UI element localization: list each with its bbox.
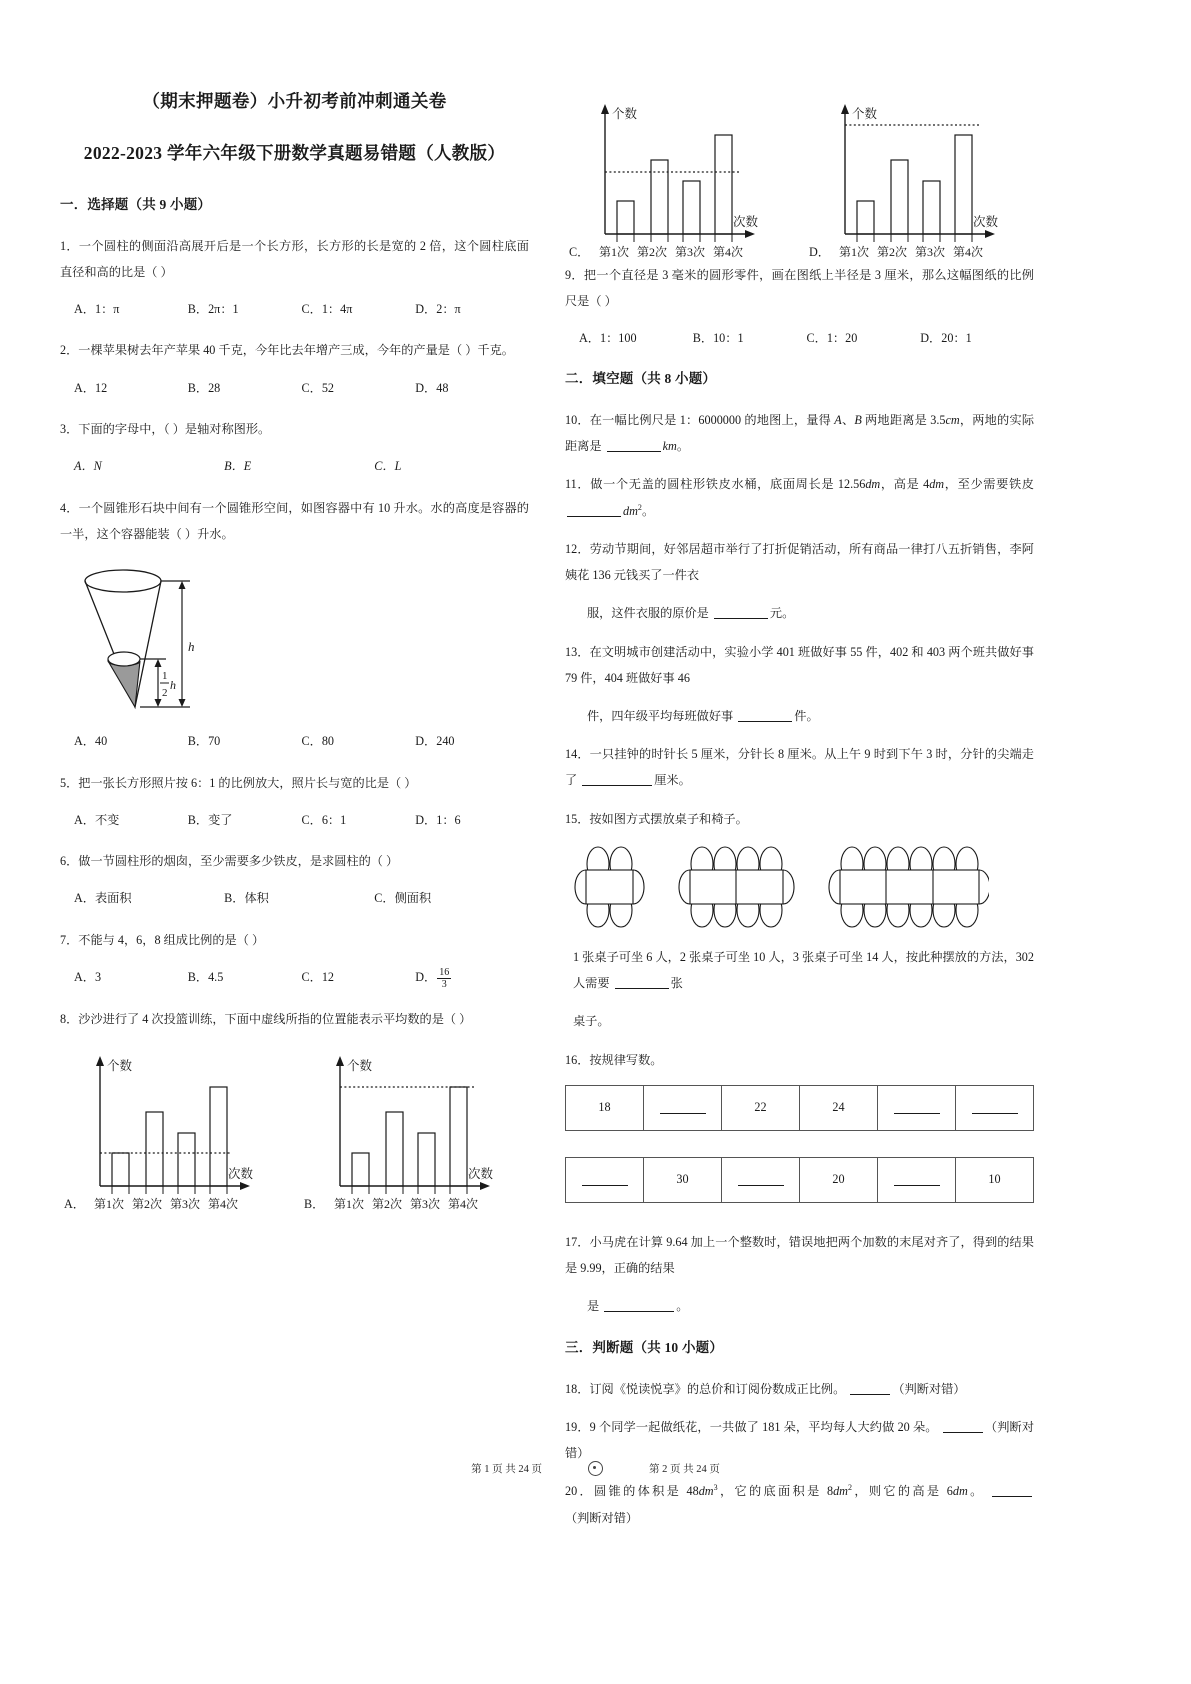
cone-h-label: h bbox=[188, 639, 195, 655]
option-3-a[interactable]: A．N bbox=[74, 459, 102, 474]
q17-line2-end: 。 bbox=[676, 1299, 689, 1314]
chart-d-cat-4: 第4次 bbox=[953, 245, 984, 259]
q11-unit-exponent: 2 bbox=[637, 502, 642, 512]
question-11 bbox=[565, 471, 1034, 523]
question-15-line2 bbox=[565, 944, 1034, 996]
cell-value: 30 bbox=[676, 1172, 689, 1187]
question-2: 2．一棵苹果树去年产苹果 40 千克，今年比去年增产三成，今年的产量是（ ）千克。 bbox=[60, 343, 514, 358]
cell-blank[interactable] bbox=[894, 1102, 940, 1114]
chart-b-cat-2: 第2次 bbox=[372, 1197, 403, 1212]
question-19 bbox=[565, 1414, 1034, 1466]
cell-r1-c1 bbox=[566, 1085, 644, 1130]
q10-unit-cm: cm bbox=[945, 412, 960, 427]
question-14 bbox=[565, 741, 1034, 793]
question-4-options bbox=[60, 729, 529, 753]
cell-r1-c6 bbox=[956, 1085, 1034, 1130]
q19-answer-blank[interactable] bbox=[943, 1420, 983, 1433]
two-column-layout bbox=[60, 88, 1131, 1543]
q11-answer-blank[interactable] bbox=[567, 504, 621, 517]
option-4-b[interactable]: B．70 bbox=[187, 734, 221, 749]
chart-c-label: C． bbox=[569, 245, 590, 259]
q13-answer-blank[interactable] bbox=[738, 709, 792, 722]
q11-unit-2: dm bbox=[929, 477, 945, 492]
question-5: 5．把一张长方形照片按 6：1 的比例放大，照片长与宽的比是（ ） bbox=[60, 775, 417, 790]
q20-mid2: ，则它的高是 6 bbox=[852, 1484, 953, 1499]
option-5-a[interactable]: A．不变 bbox=[74, 812, 120, 827]
chart-d-label: D． bbox=[809, 245, 830, 259]
chart-a-cat-2: 第2次 bbox=[132, 1197, 163, 1212]
chart-d-cat-3: 第3次 bbox=[915, 245, 946, 259]
option-7-d[interactable] bbox=[415, 965, 529, 990]
seal-icon bbox=[588, 1461, 603, 1476]
q10-pre: 10．在一幅比例尺是 1：6000000 的地图上，量得 bbox=[565, 412, 835, 427]
section-choice-heading: 一．选择题（共 9 小题） bbox=[60, 196, 212, 212]
q15-answer-blank[interactable] bbox=[615, 977, 669, 990]
cell-r2-c4 bbox=[800, 1157, 878, 1202]
cone-container-figure bbox=[60, 559, 529, 719]
cell-value: 24 bbox=[832, 1100, 845, 1115]
q13-line1: 13．在文明城市创建活动中，实验小学 401 班做好事 55 件，402 和 403 两个班共做好事 79 件，404 班做好事 46 bbox=[565, 644, 1034, 685]
question-3-options bbox=[60, 454, 529, 478]
option-1-a[interactable]: A．1：π bbox=[74, 301, 120, 316]
option-3-b[interactable]: B．E bbox=[224, 459, 252, 474]
option-6-c[interactable]: C．侧面积 bbox=[374, 891, 432, 906]
footer-page-right: 第 2 页 共 24 页 bbox=[649, 1464, 720, 1475]
cone-half-h-label: h bbox=[170, 678, 176, 693]
question-12 bbox=[565, 536, 1034, 588]
option-5-b[interactable]: B．变了 bbox=[187, 812, 233, 827]
q12-line2-end: 元。 bbox=[769, 606, 795, 621]
q14-pre: 14．一只挂钟的时针长 5 厘米，分针长 8 厘米。从上午 9 时到下午 3 时，分针的尖端走了 bbox=[565, 747, 1034, 788]
pattern-table-row1 bbox=[565, 1085, 1034, 1131]
chart-a-cat-1: 第1次 bbox=[94, 1197, 125, 1212]
q11-pre: 11．做一个无盖的圆柱形铁皮水桶，底面周长是 12.56 bbox=[565, 477, 866, 492]
q20-unit-1: dm bbox=[698, 1484, 714, 1499]
question-15-line3: 桌子。 bbox=[573, 1014, 610, 1029]
pattern-table-row2 bbox=[565, 1157, 1034, 1203]
q17-answer-blank[interactable] bbox=[604, 1300, 674, 1313]
chart-b-cat-4: 第4次 bbox=[448, 1197, 479, 1212]
option-9-b[interactable]: B．10：1 bbox=[692, 331, 744, 346]
chart-a-cat-3: 第3次 bbox=[170, 1197, 201, 1212]
question-17-line2 bbox=[565, 1293, 1034, 1319]
option-9-c[interactable]: C．1：20 bbox=[806, 331, 858, 346]
question-6-options bbox=[60, 886, 529, 910]
question-6: 6．做一节圆柱形的烟囱，至少需要多少铁皮，是求圆柱的（ ） bbox=[60, 854, 399, 869]
chart-a-ylabel: 个数 bbox=[107, 1059, 133, 1074]
question-12-line2 bbox=[565, 600, 1034, 626]
question-5-options bbox=[60, 808, 529, 832]
q11-end: 。 bbox=[641, 503, 655, 518]
chart-a bbox=[60, 1044, 292, 1212]
chart-c-cat-4: 第4次 bbox=[713, 245, 744, 259]
q19-pre: 19．9 个同学一起做纸花，一共做了 181 朵，平均每人大约做 20 朵。 bbox=[565, 1419, 941, 1434]
cell-r2-c6 bbox=[956, 1157, 1034, 1202]
cell-r2-c3 bbox=[722, 1157, 800, 1202]
question-2-options bbox=[60, 376, 529, 400]
cell-r1-c5 bbox=[878, 1085, 956, 1130]
cell-value: 10 bbox=[988, 1172, 1001, 1187]
q18-answer-blank[interactable] bbox=[850, 1382, 890, 1395]
tables-chairs-svg bbox=[569, 844, 989, 930]
question-17: 17．小马虎在计算 9.64 加上一个整数时，错误地把两个加数的末尾对齐了，得到的结果是 9.99，正确的结果 bbox=[565, 1234, 1034, 1276]
question-4: 4．一个圆锥形石块中间有一个圆锥形空间，如图容器中有 10 升水。水的高度是容器的一半，这个容器能装（ ）升水。 bbox=[60, 500, 529, 541]
q11-mid: ，高是 4 bbox=[880, 477, 930, 492]
cell-r1-c4 bbox=[800, 1085, 878, 1130]
question-13 bbox=[565, 639, 1034, 691]
cell-value: 22 bbox=[754, 1100, 767, 1115]
option-5-c[interactable]: C．6：1 bbox=[301, 812, 347, 827]
question-15: 15．按如图方式摆放桌子和椅子。 bbox=[565, 811, 748, 826]
chart-c-cat-1: 第1次 bbox=[599, 245, 630, 259]
q10-mid2: 两地距离是 3.5 bbox=[861, 412, 946, 427]
option-4-c[interactable]: C．80 bbox=[301, 734, 335, 749]
section-judge-heading: 三．判断题（共 10 小题） bbox=[565, 1339, 724, 1355]
q10-end: 。 bbox=[676, 439, 690, 454]
footer-page-left: 第 1 页 共 24 页 bbox=[471, 1464, 542, 1475]
chart-b-svg bbox=[300, 1044, 532, 1212]
question-9: 9．把一个直径是 3 毫米的圆形零件，画在图纸上半径是 3 厘米，那么这幅图纸的比例尺是（ ） bbox=[565, 268, 1034, 309]
question-1: 1．一个圆柱的侧面沿高展开后是一个长方形，长方形的长是宽的 2 倍，这个圆柱底面直径和高的比是（ ） bbox=[60, 238, 529, 279]
cell-blank[interactable] bbox=[660, 1102, 706, 1114]
tables-chairs-figure bbox=[569, 844, 1034, 930]
q20-pre: 20．圆锥的体积是 48 bbox=[565, 1484, 699, 1499]
q12-line1: 12．劳动节期间，好邻居超市举行了打折促销活动，所有商品一律打八五折销售，李阿姨花 136 元钱买了一件衣 bbox=[565, 541, 1034, 583]
table-row bbox=[566, 1157, 1034, 1202]
cell-blank[interactable] bbox=[738, 1174, 784, 1186]
q18-pre: 18．订阅《悦读悦享》的总价和订阅份数成正比例。 bbox=[565, 1381, 849, 1396]
question-1-options bbox=[60, 297, 529, 321]
chart-d-svg bbox=[805, 92, 1037, 260]
q15-line2-pre: 1 张桌子可坐 6 人，2 张桌子可坐 10 人，3 张桌子可坐 14 人，按此种摆放的方法，302 人需要 bbox=[573, 949, 1034, 991]
q13-line2-pre: 件，四年级平均每班做好事 bbox=[587, 708, 737, 723]
cone-half-num: 1 bbox=[162, 670, 168, 683]
q19-end: （判断对错） bbox=[565, 1419, 1035, 1461]
option-3-c[interactable]: C．L bbox=[374, 459, 402, 474]
option-1-b[interactable]: B．2π：1 bbox=[187, 301, 239, 316]
option-4-a[interactable]: A．40 bbox=[74, 734, 108, 749]
option-9-d[interactable]: D．20：1 bbox=[920, 331, 972, 346]
q20-exp-2: 2 bbox=[847, 1483, 852, 1493]
chart-c-ylabel: 个数 bbox=[612, 107, 638, 121]
chart-b-cat-1: 第1次 bbox=[334, 1197, 365, 1212]
q11-unit-1: dm bbox=[865, 477, 881, 492]
question-3: 3．下面的字母中，（ ）是轴对称图形。 bbox=[60, 422, 271, 437]
option-4-d[interactable]: D．240 bbox=[415, 734, 455, 749]
option-7-d-prefix: D． bbox=[415, 970, 437, 985]
option-1-d[interactable]: D．2：π bbox=[415, 301, 461, 316]
cell-r2-c1 bbox=[566, 1157, 644, 1202]
question-7-options bbox=[60, 965, 529, 990]
q20-unit-2: dm bbox=[833, 1484, 848, 1499]
chart-c-xlabel: 次数 bbox=[733, 215, 759, 229]
question-16: 16．按规律写数。 bbox=[565, 1052, 663, 1067]
q12-line2-pre: 服，这件衣服的原价是 bbox=[587, 606, 712, 621]
cell-value: 20 bbox=[832, 1172, 845, 1187]
option-2-c[interactable]: C．52 bbox=[301, 380, 335, 395]
chart-c-cat-3: 第3次 bbox=[675, 245, 706, 259]
option-6-a[interactable]: A．表面积 bbox=[74, 891, 132, 906]
q14-end: 厘米。 bbox=[654, 773, 691, 788]
question-10 bbox=[565, 407, 1034, 459]
q20-answer-blank[interactable] bbox=[992, 1485, 1032, 1498]
question-13-line2 bbox=[565, 703, 1034, 729]
chart-b-xlabel: 次数 bbox=[468, 1167, 494, 1182]
q11-unit-3: dm bbox=[623, 503, 638, 518]
option-1-c[interactable]: C．1：4π bbox=[301, 301, 353, 316]
cell-r2-c5 bbox=[878, 1157, 956, 1202]
question-8-charts-cd bbox=[565, 92, 1034, 260]
question-9-options bbox=[565, 326, 1034, 350]
chart-c bbox=[565, 92, 797, 260]
page-title: （期末押题卷）小升初考前冲刺通关卷 bbox=[142, 91, 447, 111]
q20-tail: （判断对错） bbox=[565, 1510, 639, 1525]
option-9-a[interactable]: A．1：100 bbox=[579, 331, 637, 346]
option-7-c[interactable]: C．12 bbox=[301, 970, 335, 985]
option-2-a[interactable]: A．12 bbox=[74, 380, 108, 395]
q10-mid3: ，两地的实际距离是 bbox=[565, 412, 1035, 454]
chart-d-cat-1: 第1次 bbox=[839, 245, 870, 259]
cell-blank[interactable] bbox=[894, 1174, 940, 1186]
table-row bbox=[566, 1085, 1034, 1130]
chart-c-svg bbox=[565, 92, 797, 260]
chart-a-label: A． bbox=[64, 1197, 85, 1212]
q13-line2-end: 件。 bbox=[794, 708, 819, 723]
option-7-b[interactable]: B．4.5 bbox=[187, 970, 224, 985]
q20-end: 。 bbox=[967, 1484, 991, 1499]
chart-a-cat-4: 第4次 bbox=[208, 1197, 239, 1212]
question-20 bbox=[565, 1478, 1034, 1530]
q18-end: （判断对错） bbox=[892, 1381, 966, 1396]
q20-mid: ，它的底面积是 8 bbox=[717, 1484, 834, 1499]
question-18 bbox=[565, 1376, 1034, 1402]
cell-blank[interactable] bbox=[582, 1174, 628, 1186]
q15-line2-mid: 张 bbox=[670, 976, 683, 991]
q10-answer-blank[interactable] bbox=[607, 440, 661, 453]
chart-d-ylabel: 个数 bbox=[852, 107, 878, 121]
q11-mid2: ，至少需要铁皮 bbox=[944, 477, 1034, 492]
chart-b bbox=[300, 1044, 532, 1212]
q17-line2-pre: 是 bbox=[587, 1299, 603, 1314]
page-subtitle: 2022-2023 学年六年级下册数学真题易错题（人教版） bbox=[83, 143, 506, 164]
option-7-d-fraction bbox=[437, 967, 451, 990]
chart-d-xlabel: 次数 bbox=[973, 215, 999, 229]
q20-unit-3: dm bbox=[952, 1484, 968, 1499]
left-column bbox=[60, 88, 547, 1214]
chart-a-svg bbox=[60, 1044, 292, 1212]
cell-blank[interactable] bbox=[972, 1102, 1018, 1114]
chart-b-cat-3: 第3次 bbox=[410, 1197, 441, 1212]
q10-point-a: A bbox=[834, 412, 842, 427]
q12-answer-blank[interactable] bbox=[714, 607, 768, 620]
cell-r1-c3 bbox=[722, 1085, 800, 1130]
q10-mid1: 、 bbox=[841, 412, 855, 427]
page-footer bbox=[0, 1461, 1191, 1476]
q14-answer-blank[interactable] bbox=[582, 774, 652, 787]
q10-unit-km: km bbox=[662, 439, 677, 454]
chart-c-cat-2: 第2次 bbox=[637, 245, 668, 259]
option-2-d[interactable]: D．48 bbox=[415, 380, 449, 395]
question-7: 7．不能与 4，6，8 组成比例的是（ ） bbox=[60, 932, 265, 947]
option-6-b[interactable]: B．体积 bbox=[224, 891, 269, 906]
cone-half-den: 2 bbox=[162, 687, 168, 700]
q10-point-b: B bbox=[854, 412, 862, 427]
question-8: 8．沙沙进行了 4 次投篮训练，下面中虚线所指的位置能表示平均数的是（ ） bbox=[60, 1011, 472, 1026]
fraction-denominator: 3 bbox=[441, 978, 447, 990]
chart-b-label: B． bbox=[304, 1197, 325, 1212]
chart-b-ylabel: 个数 bbox=[347, 1059, 373, 1074]
option-7-a[interactable]: A．3 bbox=[74, 970, 102, 985]
section-fill-heading: 二．填空题（共 8 小题） bbox=[565, 370, 717, 386]
option-5-d[interactable]: D．1：6 bbox=[415, 812, 461, 827]
cell-value: 18 bbox=[598, 1100, 611, 1115]
cell-r1-c2 bbox=[644, 1085, 722, 1130]
fraction-numerator: 16 bbox=[439, 966, 450, 978]
q20-exp-1: 3 bbox=[713, 1483, 718, 1493]
cone-diagram-svg bbox=[78, 559, 253, 719]
option-2-b[interactable]: B．28 bbox=[187, 380, 221, 395]
right-column bbox=[547, 88, 1034, 1543]
chart-a-xlabel: 次数 bbox=[228, 1167, 254, 1182]
cell-r2-c2 bbox=[644, 1157, 722, 1202]
chart-d-cat-2: 第2次 bbox=[877, 245, 908, 259]
chart-d bbox=[805, 92, 1037, 260]
question-8-charts-ab bbox=[60, 1044, 529, 1212]
